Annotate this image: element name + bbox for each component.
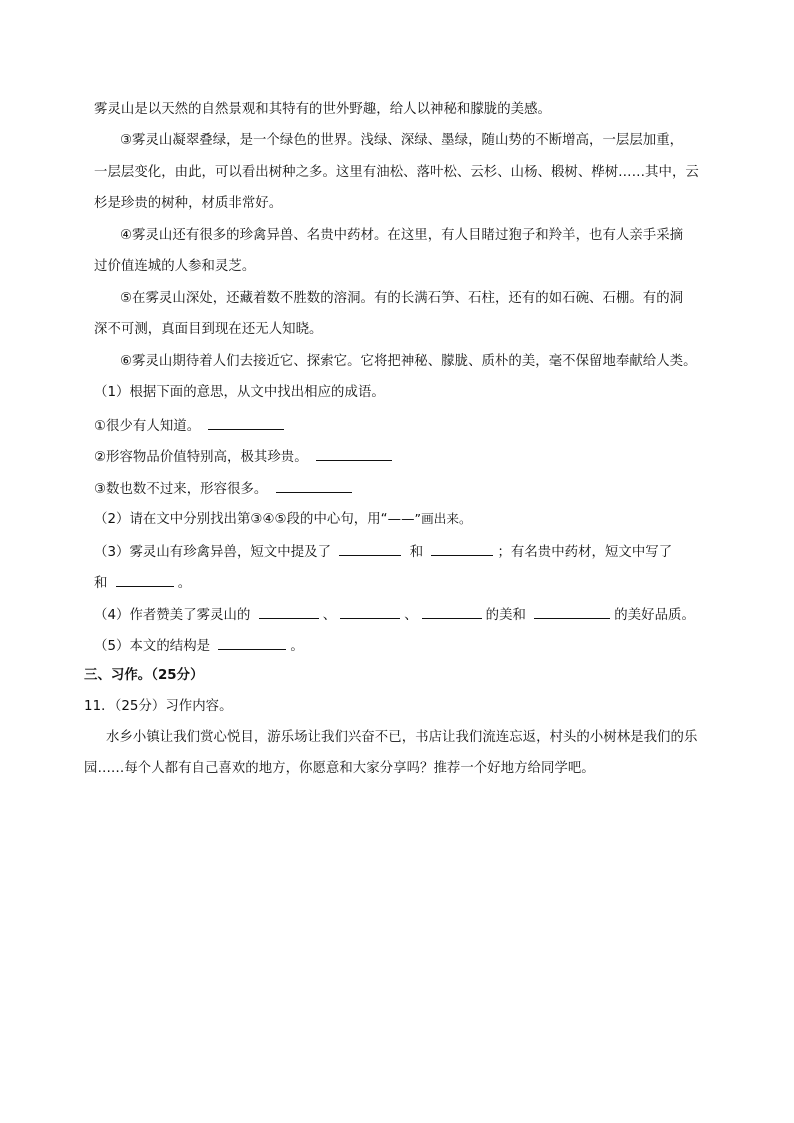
question-5 — [94, 635, 304, 657]
question-3-text-a: （3）雾灵山有珍禽异兽，短文中提及了 — [94, 545, 332, 560]
question-4-mid: 的美和 — [485, 608, 526, 623]
writing-prompt-line-2: 园……每个人都有自己喜欢的地方，你愿意和大家分享吗？推荐一个好地方给同学吧。 — [84, 761, 595, 776]
answer-blank-1b[interactable] — [316, 446, 392, 461]
passage-paragraph-3-line-3: 杉是珍贵的树种，材质非常好。 — [94, 196, 283, 211]
passage-paragraph-2-tail: 雾灵山是以天然的自然景观和其特有的世外野趣，给人以神秘和朦胧的美感。 — [94, 102, 551, 117]
question-1-c-text: ③数也数不过来，形容很多。 — [94, 482, 268, 497]
question-1-b — [94, 446, 396, 468]
answer-blank-4b[interactable] — [340, 604, 400, 619]
passage-paragraph-5-line-1: ⑤在雾灵山深处，还藏着数不胜数的溶洞。有的长满石笋、石柱，还有的如石碗、石棚。有的洞 — [120, 291, 684, 306]
question-3-line-2 — [94, 572, 191, 594]
question-3-and: 和 — [409, 545, 424, 560]
passage-paragraph-3-line-1: ③雾灵山凝翠叠绿，是一个绿色的世界。浅绿、深绿、墨绿，随山势的不断增高，一层层加重， — [120, 133, 684, 148]
writing-prompt-line-1: 水乡小镇让我们赏心悦目，游乐场让我们兴奋不已，书店让我们流连忘返，村头的小树林是我们的乐 — [106, 730, 698, 745]
question-1-a — [94, 415, 288, 437]
question-2 — [94, 509, 472, 530]
question-11-title: 11．（25分）习作内容。 — [84, 699, 233, 714]
question-4 — [94, 604, 695, 626]
question-5-end: 。 — [290, 639, 304, 654]
answer-blank-3b[interactable] — [431, 541, 493, 556]
question-2-text-pre: （2）请在文中分别找出第③④⑤段的中心句，用“ — [94, 512, 388, 527]
answer-blank-3c[interactable] — [116, 572, 174, 587]
question-3-end: 。 — [177, 576, 192, 591]
passage-paragraph-4-line-1: ④雾灵山还有很多的珍禽异兽、名贵中药材。在这里，有人目睹过狍子和羚羊，也有人亲手采摘 — [120, 228, 684, 243]
question-1-c — [94, 478, 356, 500]
question-1: （1）根据下面的意思，从文中找出相应的成语。 — [94, 385, 385, 400]
passage-paragraph-6: ⑥雾灵山期待着人们去接近它、探索它。它将把神秘、朦胧、质朴的美，毫不保留地奉献给人类。 — [120, 354, 697, 369]
question-4-end: 的美好品质。 — [614, 608, 695, 623]
section-3-heading: 三、习作。（25分） — [84, 668, 204, 683]
question-3-line-1 — [94, 541, 672, 563]
question-5-text: （5）本文的结构是 — [94, 639, 211, 654]
answer-blank-3a[interactable] — [339, 541, 401, 556]
question-3-text-b: ；有名贵中药材，短文中写了 — [497, 545, 673, 560]
answer-blank-5[interactable] — [218, 635, 286, 650]
answer-blank-1a[interactable] — [208, 415, 284, 430]
answer-blank-1c[interactable] — [276, 478, 352, 493]
question-4-sep-2: 、 — [404, 608, 418, 623]
answer-blank-4a[interactable] — [259, 604, 319, 619]
passage-paragraph-5-line-2: 深不可测，真面目到现在还无人知晓。 — [94, 322, 323, 337]
question-1-b-text: ②形容物品价值特别高，极其珍贵。 — [94, 450, 308, 465]
question-1-a-text: ①很少有人知道。 — [94, 419, 201, 434]
underline-mark: —— — [387, 512, 415, 527]
answer-blank-4d[interactable] — [534, 604, 610, 619]
passage-paragraph-3-line-2: 一层层变化，由此，可以看出树种之多。这里有油松、落叶松、云杉、山杨、椴树、桦树……其中，云 — [94, 165, 699, 180]
question-4-text-a: （4）作者赞美了雾灵山的 — [94, 608, 251, 623]
question-3-and-2: 和 — [94, 576, 108, 591]
passage-paragraph-4-line-2: 过价值连城的人参和灵芝。 — [94, 259, 256, 274]
answer-blank-4c[interactable] — [422, 604, 482, 619]
question-4-sep-1: 、 — [322, 608, 337, 623]
question-2-text-post: ”画出来。 — [414, 511, 472, 526]
